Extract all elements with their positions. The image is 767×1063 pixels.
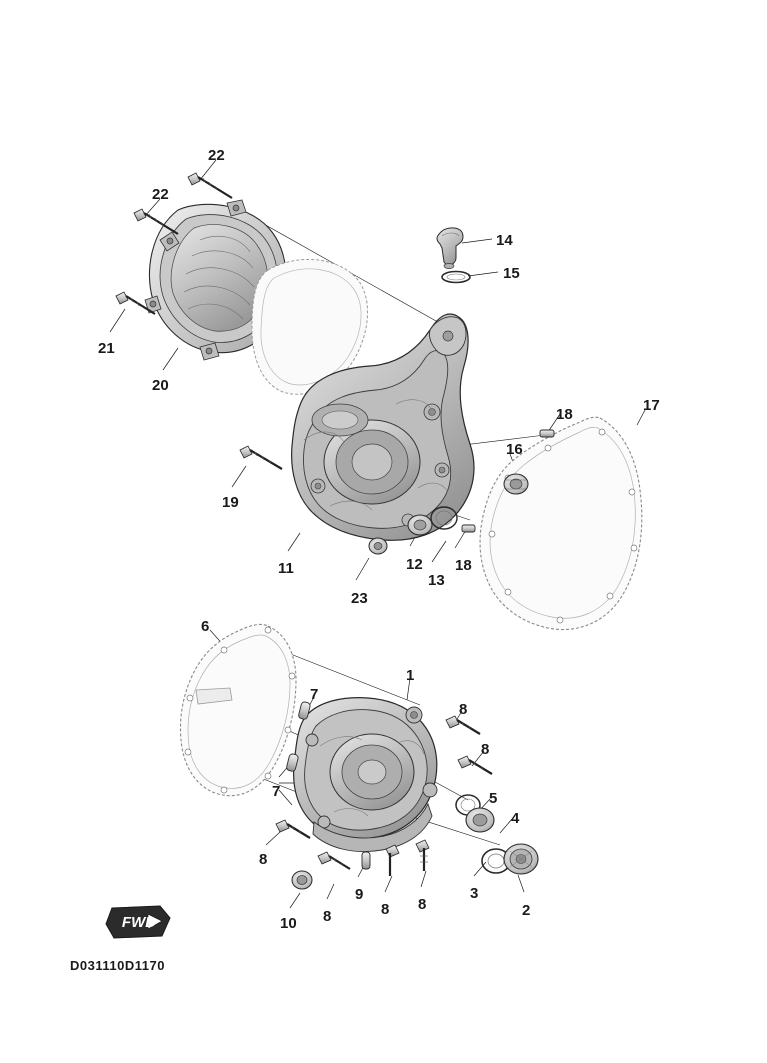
callout-5: 5 [489,790,498,807]
callout-8-e: 8 [418,896,427,913]
callout-8-a: 8 [459,701,468,718]
callout-17: 17 [643,397,660,414]
callout-20: 20 [152,377,169,394]
diagram-code: D031110D1170 [70,958,165,973]
callout-4: 4 [511,810,520,827]
callout-10: 10 [280,915,297,932]
callout-8-d: 8 [381,901,390,918]
callout-2: 2 [522,902,531,919]
callout-8-c: 8 [259,851,268,868]
callout-13: 13 [428,572,445,589]
callout-19: 19 [222,494,239,511]
callout-23: 23 [351,590,368,607]
callout-11: 11 [278,560,294,577]
callout-8-b: 8 [481,741,490,758]
callout-6: 6 [201,618,210,635]
callout-3: 3 [470,885,479,902]
callout-12: 12 [406,556,423,573]
callout-9: 9 [355,886,364,903]
callout-21: 21 [98,340,115,357]
callout-15: 15 [503,265,520,282]
callout-18-upper: 18 [556,406,573,423]
fwd-direction-marker [108,905,170,939]
fwd-label-text: FWD [121,913,157,931]
callout-8-f: 8 [323,908,332,925]
callout-22-top: 22 [208,147,225,164]
callout-7-upper: 7 [310,686,319,703]
callout-14: 14 [496,232,513,249]
callout-18-lower: 18 [455,557,472,574]
callout-7-lower: 7 [272,783,281,800]
callout-1: 1 [406,667,415,684]
callout-22-lower: 22 [152,186,169,203]
callout-16: 16 [506,441,523,458]
